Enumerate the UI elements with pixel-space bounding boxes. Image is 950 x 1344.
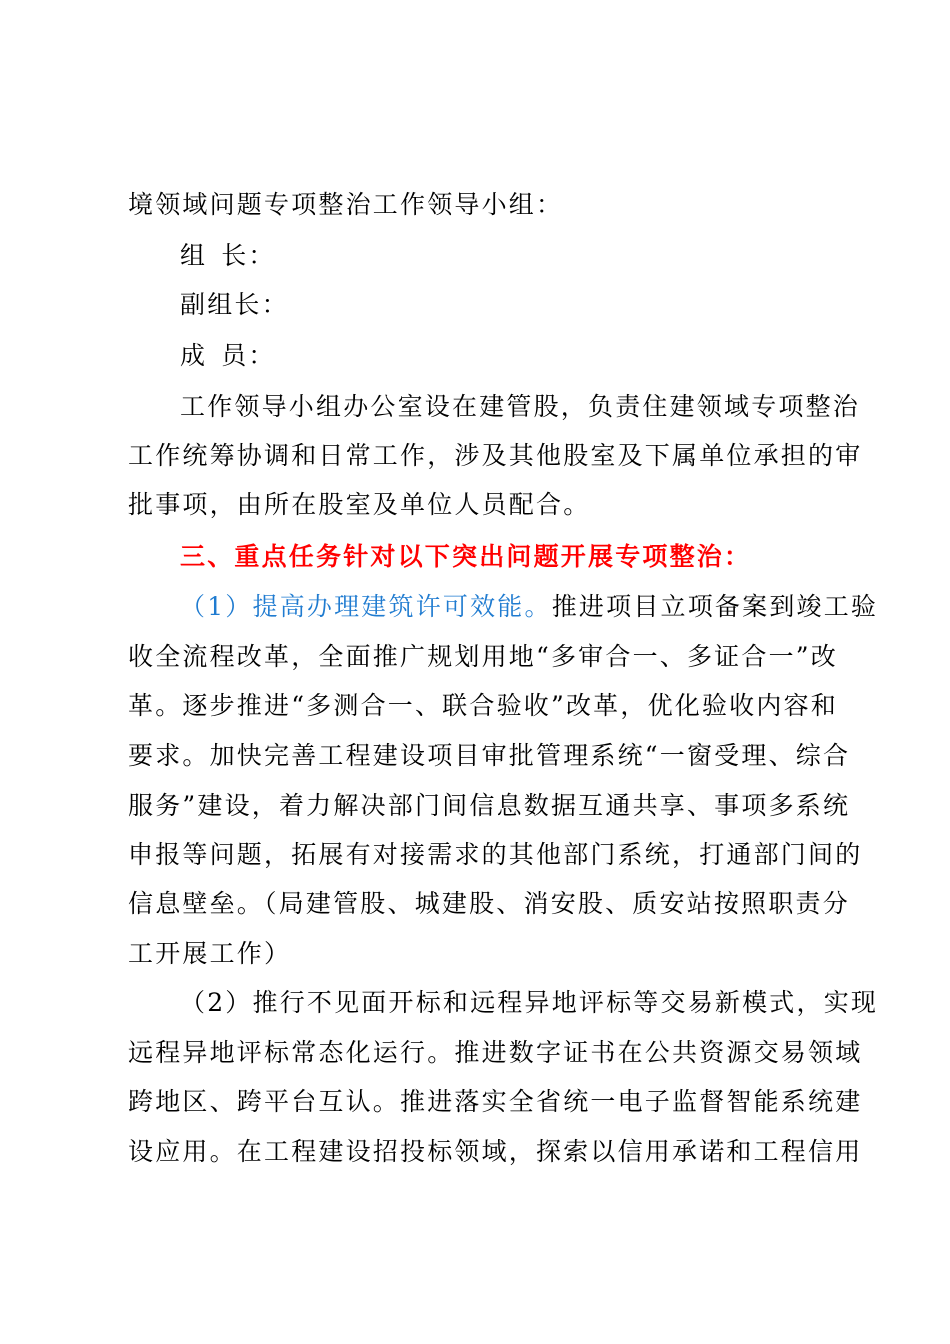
text-line: 设应用。在工程建设招投标领域，探索以信用承诺和工程信用	[128, 1137, 863, 1166]
text-line: 工开展工作）	[128, 939, 292, 968]
deputy-leader-label: 副组长：	[180, 290, 289, 319]
section-heading: 三、重点任务针对以下突出问题开展专项整治：	[180, 542, 752, 571]
member-label	[180, 341, 880, 371]
text-line: 服务”建设，着力解决部门间信息数据互通共享、事项多系统	[128, 791, 851, 820]
item-1-title: （1）提高办理建筑许可效能。	[180, 592, 552, 621]
text-line: 收全流程改革，全面推广规划用地“多审合一、多证合一”改	[128, 642, 838, 671]
text-line: 跨地区、跨平台互认。推进落实全省统一电子监督智能系统建	[128, 1087, 863, 1116]
text-line: 工作领导小组办公室设在建管股，负责住建领域专项整治	[180, 392, 861, 421]
label-part: 组	[180, 241, 208, 270]
label-part: 成	[180, 341, 208, 370]
item-1-first-line	[180, 592, 880, 622]
text-line: 批事项，由所在股室及单位人员配合。	[128, 490, 591, 519]
text-line: 信息壁垒。（局建管股、城建股、消安股、质安站按照职责分	[128, 889, 850, 918]
label-part: 员：	[221, 341, 276, 370]
text-line: 革。逐步推进“多测合一、联合验收”改革，优化验收内容和	[128, 691, 838, 720]
text-line: 要求。加快完善工程建设项目审批管理系统“一窗受理、综合	[128, 741, 851, 770]
item-1-text: 推进项目立项备案到竣工验	[551, 592, 879, 621]
text-line: 境领域问题专项整治工作领导小组：	[128, 190, 564, 219]
text-line: 远程异地评标常态化运行。推进数字证书在公共资源交易领域	[128, 1038, 863, 1067]
group-leader-label	[180, 241, 880, 271]
text-line: 工作统筹协调和日常工作，涉及其他股室及下属单位承担的审	[128, 441, 863, 470]
text-line: （2）推行不见面开标和远程异地评标等交易新模式，实现	[180, 988, 879, 1017]
text-line: 申报等问题，拓展有对接需求的其他部门系统，打通部门间的	[128, 840, 863, 869]
label-part: 长：	[221, 241, 276, 270]
